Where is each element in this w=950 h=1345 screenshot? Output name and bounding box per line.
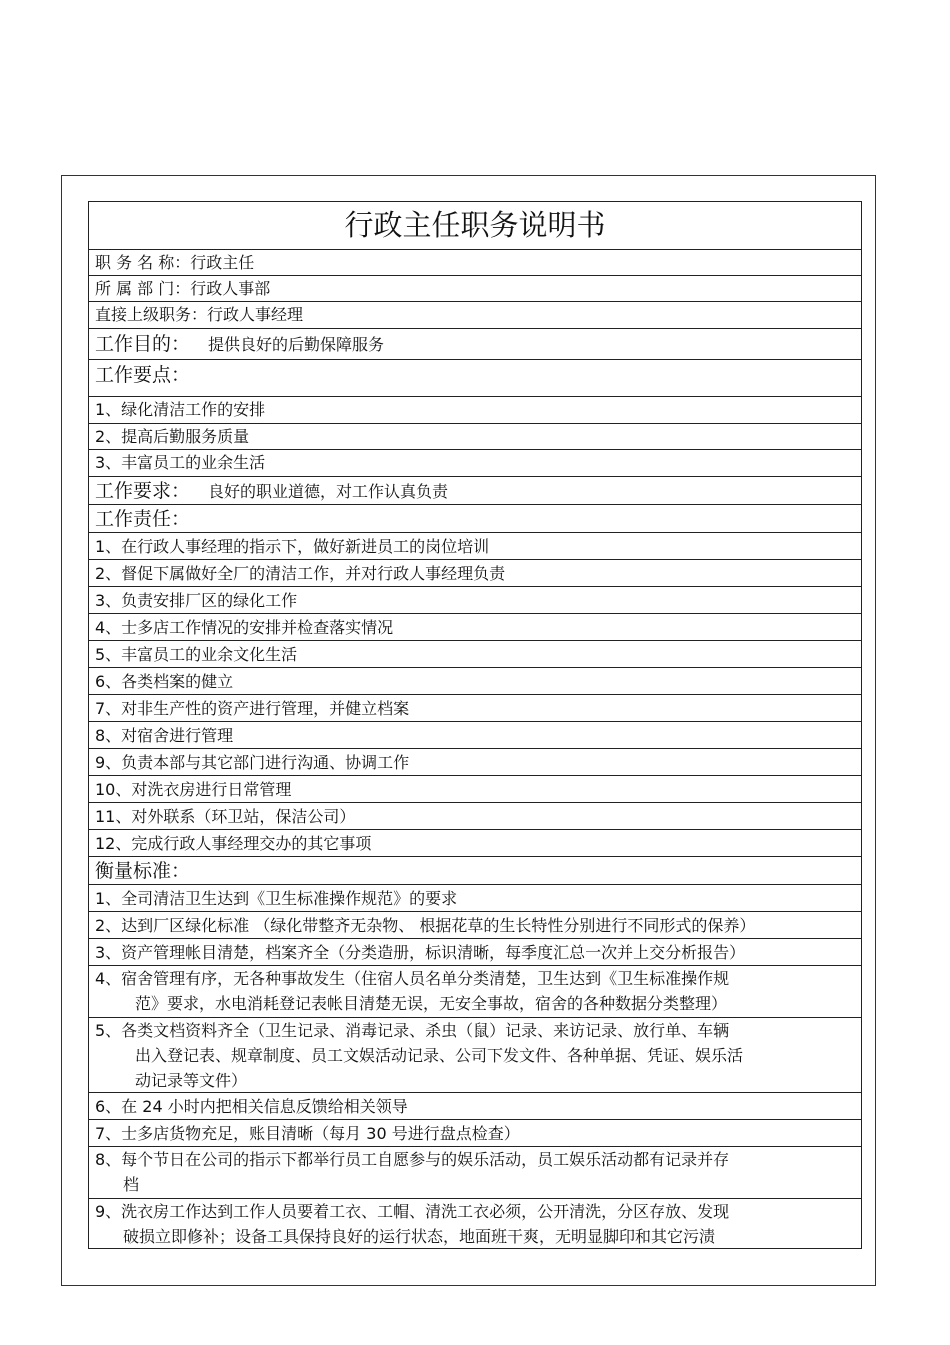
standard-item	[89, 1198, 861, 1248]
purpose-row	[89, 328, 861, 359]
standard-item	[89, 1017, 861, 1092]
duty-item: 4、士多店工作情况的安排并检查落实情况	[89, 613, 861, 640]
standard-line: 7、士多店货物充足，账目清晰（每月 30 号进行盘点检查）	[95, 1124, 520, 1143]
standard-item	[89, 1119, 861, 1146]
duty-item: 5、丰富员工的业余文化生活	[89, 640, 861, 667]
duty-item: 7、对非生产性的资产进行管理，并健立档案	[89, 694, 861, 721]
duty-item: 1、在行政人事经理的指示下，做好新进员工的岗位培训	[89, 532, 861, 559]
standard-line: 2、达到厂区绿化标准 （绿化带整齐无杂物、 根据花草的生长特性分别进行不同形式的保养）	[95, 916, 756, 935]
key-points-heading: 工作要点：	[95, 364, 191, 386]
standard-line: 5、各类文档资料齐全（卫生记录、消毒记录、杀虫（鼠）记录、来访记录、放行单、车辆	[95, 1021, 730, 1040]
duty-item: 10、对洗衣房进行日常管理	[89, 775, 861, 802]
purpose-label: 工作目的：	[95, 333, 191, 355]
document-title: 行政主任职务说明书	[344, 208, 606, 242]
purpose-text: 提供良好的后勤保障服务	[208, 335, 385, 354]
standard-line: 1、全司清洁卫生达到《卫生标准操作规范》的要求	[95, 889, 458, 908]
key-points-label	[89, 359, 861, 396]
standard-line: 破损立即修补；设备工具保持良好的运行状态，地面班干爽，无明显脚印和其它污渍	[123, 1227, 716, 1246]
standard-line: 4、宿舍管理有序，无各种事故发生（住宿人员名单分类清楚，卫生达到《卫生标准操作规	[95, 969, 730, 988]
standard-line: 出入登记表、规章制度、员工文娱活动记录、公司下发文件、各种单据、凭证、娱乐活	[135, 1046, 744, 1065]
standard-item	[89, 911, 861, 938]
superior-row: 直接上级职务：行政人事经理	[89, 301, 861, 328]
standard-line: 9、洗衣房工作达到工作人员要着工衣、工帽、清洗工衣必须，公开清洗，分区存放、发现	[95, 1202, 730, 1221]
standard-line: 3、资产管理帐目清楚，档案齐全（分类造册，标识清晰，每季度汇总一次并上交分析报告）	[95, 943, 746, 962]
duty-item: 9、负责本部与其它部门进行沟通、协调工作	[89, 748, 861, 775]
duty-item: 11、对外联系（环卫站，保洁公司）	[89, 802, 861, 829]
key-point-item: 1、绿化清洁工作的安排	[89, 396, 861, 423]
key-point-item: 2、提高后勤服务质量	[89, 423, 861, 449]
standard-item	[89, 965, 861, 1017]
standard-line: 动记录等文件）	[135, 1071, 248, 1090]
standard-item	[89, 884, 861, 911]
standard-line: 范》要求，水电消耗登记表帐目清楚无误，无安全事故，宿舍的各种数据分类整理）	[135, 994, 728, 1013]
standards-label	[89, 856, 861, 884]
standard-line: 6、在 24 小时内把相关信息反馈给相关领导	[95, 1097, 408, 1116]
duty-item: 6、各类档案的健立	[89, 667, 861, 694]
standards-heading: 衡量标准：	[95, 860, 191, 882]
requirements-label: 工作要求：	[95, 480, 191, 502]
requirements-row	[89, 476, 861, 504]
duty-item: 2、督促下属做好全厂的清洁工作，并对行政人事经理负责	[89, 559, 861, 586]
duty-item: 3、负责安排厂区的绿化工作	[89, 586, 861, 613]
job-description-table	[88, 201, 862, 1249]
department-row: 所 属 部 门：行政人事部	[89, 275, 861, 301]
standard-item	[89, 938, 861, 965]
duties-heading: 工作责任：	[95, 508, 191, 530]
duty-item: 8、对宿舍进行管理	[89, 721, 861, 748]
standard-item	[89, 1092, 861, 1119]
requirements-text: 良好的职业道德，对工作认真负责	[208, 482, 449, 501]
standard-item	[89, 1146, 861, 1198]
duties-label	[89, 504, 861, 532]
standard-line: 档	[123, 1175, 140, 1194]
position-name-row: 职 务 名 称：行政主任	[89, 249, 861, 275]
key-point-item: 3、丰富员工的业余生活	[89, 449, 861, 476]
standard-line: 8、每个节日在公司的指示下都举行员工自愿参与的娱乐活动，员工娱乐活动都有记录并存	[95, 1150, 730, 1169]
duty-item: 12、完成行政人事经理交办的其它事项	[89, 829, 861, 856]
